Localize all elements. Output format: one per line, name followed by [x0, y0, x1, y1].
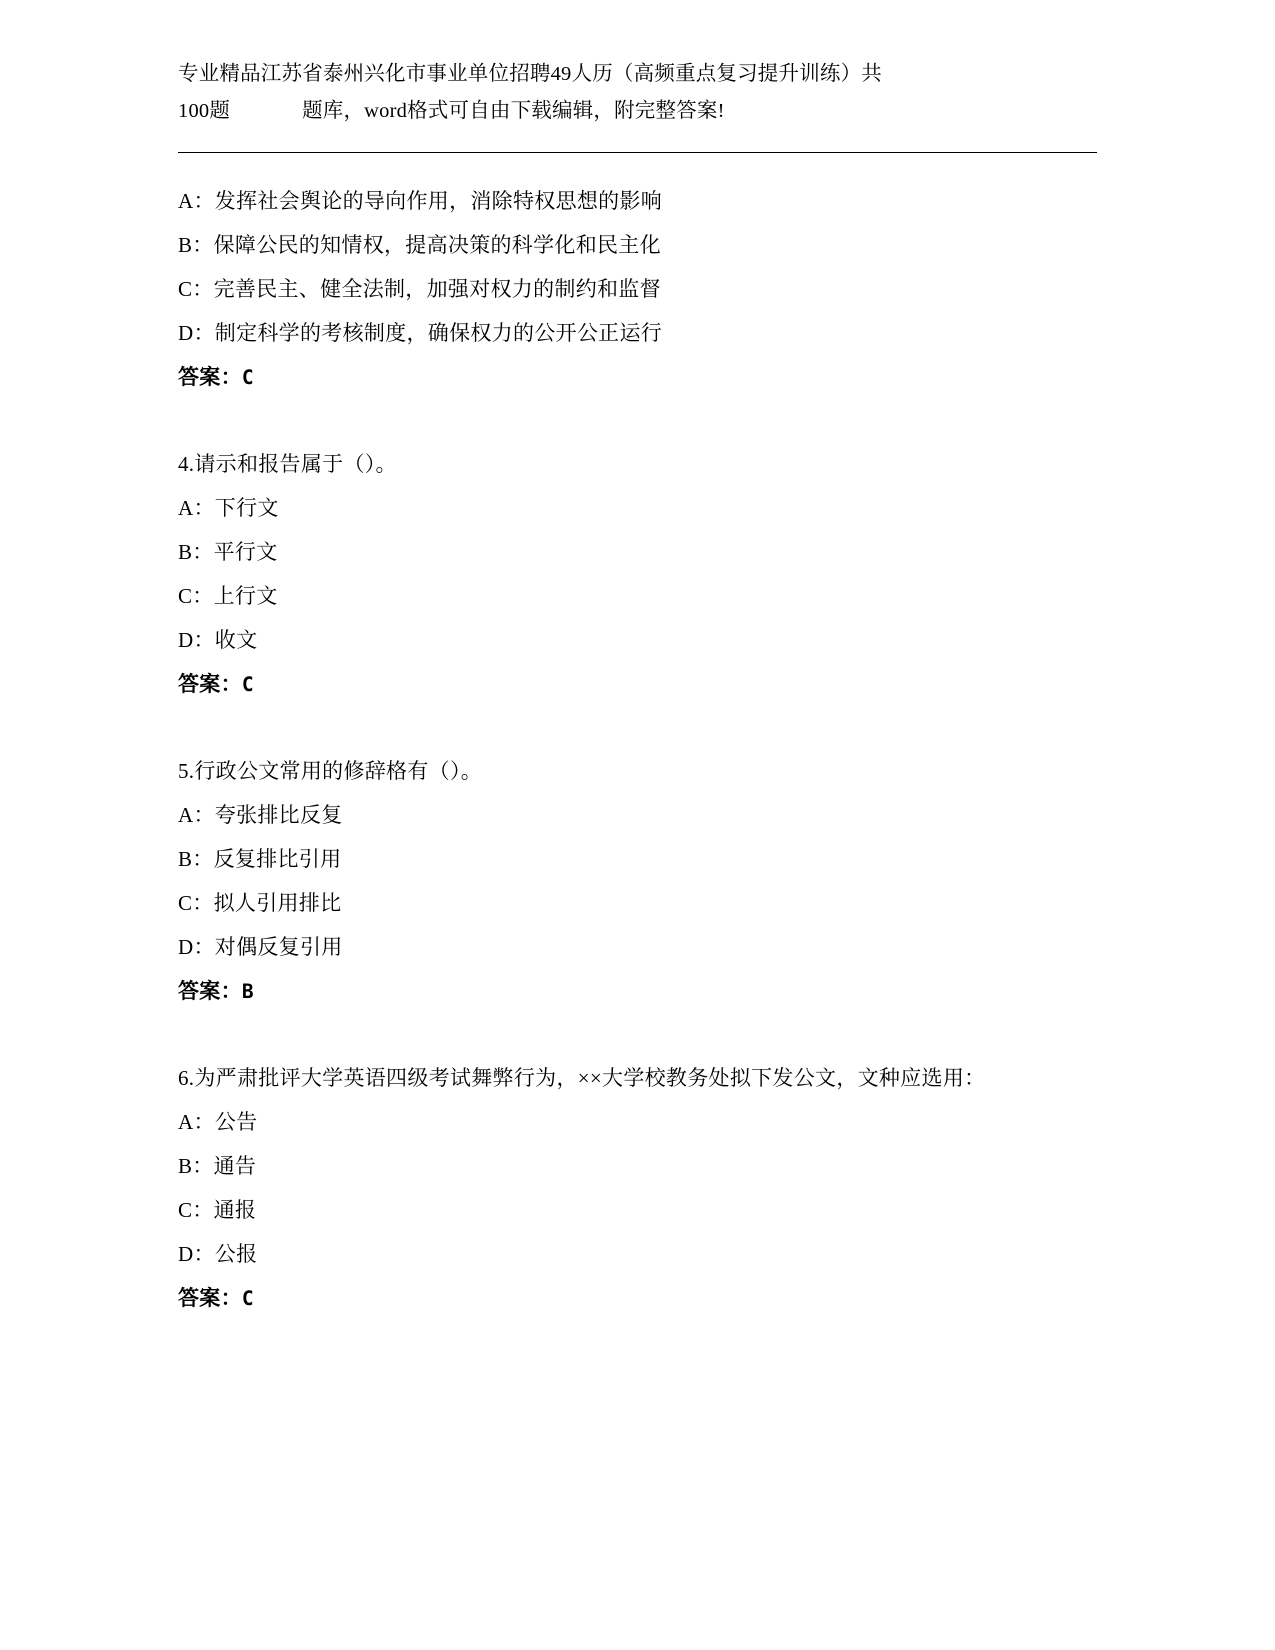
answer-label: 答案：: [178, 365, 242, 389]
option-text: 夸张排比反复: [214, 803, 343, 827]
option-label: C：: [178, 1198, 214, 1222]
block-spacer: [178, 1014, 1097, 1056]
option-label: D：: [178, 321, 215, 345]
option-row: [178, 881, 1097, 925]
option-text: 平行文: [213, 540, 278, 564]
option-label: A：: [178, 496, 215, 520]
option-row: [178, 793, 1097, 837]
answer-value: B: [241, 980, 254, 1003]
option-row: [178, 311, 1097, 355]
header-title-part3: 题库，word格式可自由下载编辑，附完整答案!: [302, 100, 725, 122]
header-line-1: [178, 56, 1097, 93]
option-row: [178, 618, 1097, 662]
question-block: [178, 749, 1097, 1014]
answer-label: 答案：: [178, 979, 242, 1003]
option-label: D：: [178, 1242, 215, 1266]
question-stem: 5.行政公文常用的修辞格有（）。: [178, 759, 483, 783]
option-text: 通报: [213, 1198, 257, 1222]
answer-value: C: [241, 1287, 254, 1310]
option-text: 公报: [214, 1242, 258, 1266]
option-row: [178, 267, 1097, 311]
option-label: A：: [178, 1110, 215, 1134]
answer-row: [178, 1276, 1097, 1321]
answer-value: C: [241, 673, 254, 696]
question-stem: 6.为严肃批评大学英语四级考试舞弊行为，××大学校教务处拟下发公文，文种应选用：: [178, 1066, 986, 1090]
answer-row: [178, 662, 1097, 707]
option-label: D：: [178, 628, 215, 652]
option-row: [178, 837, 1097, 881]
option-label: B：: [178, 233, 214, 257]
option-label: A：: [178, 803, 215, 827]
option-text: 完善民主、健全法制，加强对权力的制约和监督: [213, 277, 661, 301]
option-text: 收文: [214, 628, 258, 652]
option-row: [178, 925, 1097, 969]
header-divider: [178, 152, 1097, 153]
question-block: [178, 442, 1097, 707]
questions-container: [178, 179, 1097, 1321]
question-stem: 4.请示和报告属于（）。: [178, 452, 397, 476]
question-block: [178, 1056, 1097, 1321]
option-row: [178, 486, 1097, 530]
header-title-part1: 专业精品江苏省泰州兴化市事业单位招聘49人历（高频重点复习提升训练）共: [178, 63, 882, 85]
option-text: 上行文: [213, 584, 278, 608]
option-label: A：: [178, 189, 215, 213]
option-row: [178, 1188, 1097, 1232]
option-text: 通告: [213, 1154, 257, 1178]
option-text: 对偶反复引用: [214, 935, 343, 959]
option-label: D：: [178, 935, 215, 959]
option-label: C：: [178, 277, 214, 301]
document-header: [178, 56, 1097, 130]
option-label: C：: [178, 584, 214, 608]
header-title-part2: 100题: [178, 100, 231, 122]
block-spacer: [178, 707, 1097, 749]
answer-row: [178, 969, 1097, 1014]
option-text: 下行文: [214, 496, 279, 520]
option-text: 反复排比引用: [213, 847, 342, 871]
option-row: [178, 179, 1097, 223]
option-label: B：: [178, 540, 214, 564]
option-text: 公告: [214, 1110, 258, 1134]
answer-row: [178, 355, 1097, 400]
option-row: [178, 223, 1097, 267]
option-text: 发挥社会舆论的导向作用，消除特权思想的影响: [214, 189, 663, 213]
option-row: [178, 1144, 1097, 1188]
option-text: 制定科学的考核制度，确保权力的公开公正运行: [214, 321, 663, 345]
header-line-2: [178, 93, 1097, 130]
answer-value: C: [241, 366, 254, 389]
option-label: B：: [178, 847, 214, 871]
option-row: [178, 530, 1097, 574]
answer-label: 答案：: [178, 1286, 242, 1310]
option-row: [178, 574, 1097, 618]
option-text: 保障公民的知情权，提高决策的科学化和民主化: [213, 233, 661, 257]
answer-label: 答案：: [178, 672, 242, 696]
option-text: 拟人引用排比: [213, 891, 342, 915]
option-row: [178, 1232, 1097, 1276]
option-label: B：: [178, 1154, 214, 1178]
option-label: C：: [178, 891, 214, 915]
option-row: [178, 1100, 1097, 1144]
question-block: [178, 179, 1097, 400]
block-spacer: [178, 400, 1097, 442]
